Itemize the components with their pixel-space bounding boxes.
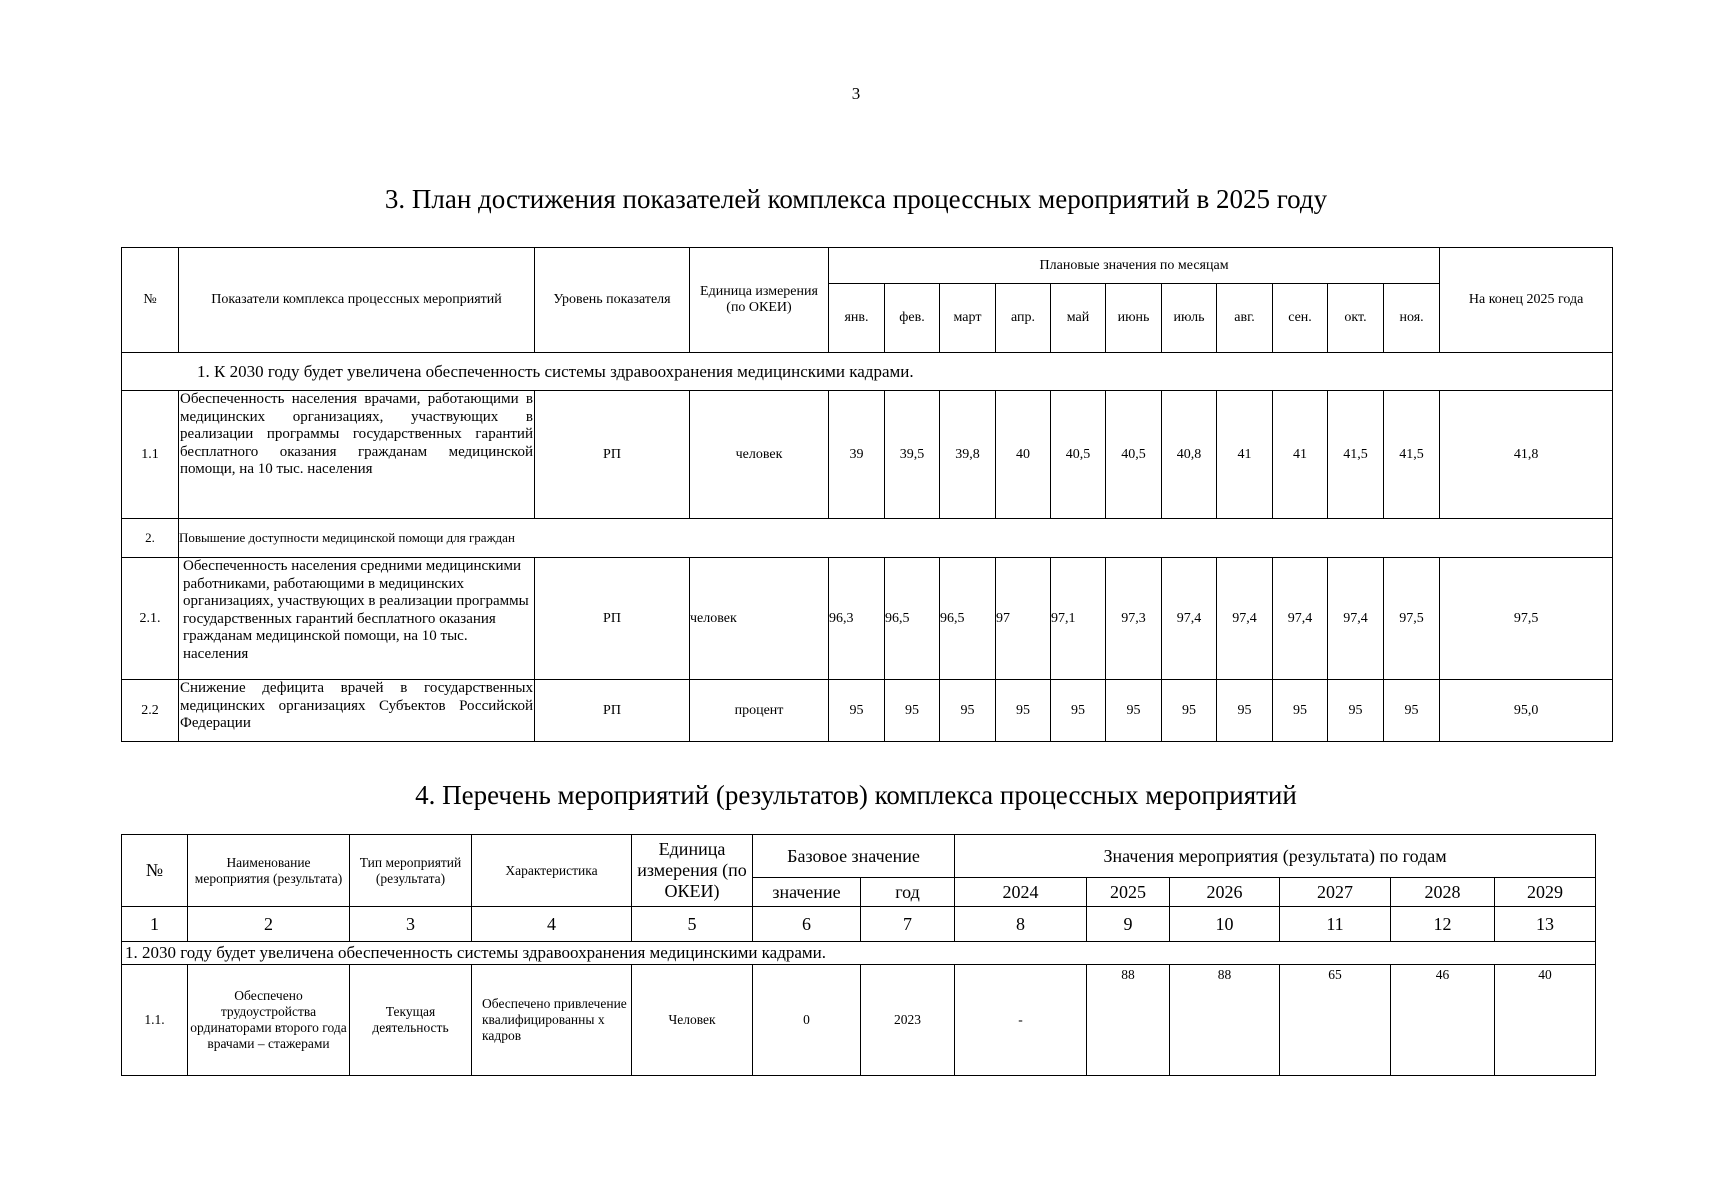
- year-value: 88: [1087, 965, 1170, 1076]
- year-value: -: [955, 965, 1087, 1076]
- column-number: 11: [1280, 907, 1391, 942]
- month-value: 95: [1106, 680, 1162, 742]
- measure-characteristic: Обеспечено привлечение квалифицированны х кадров: [472, 965, 632, 1076]
- month-header: янв.: [829, 284, 885, 353]
- end-value: 95,0: [1440, 680, 1613, 742]
- col-header-characteristic: Характеристика: [472, 835, 632, 907]
- indicators-plan-table: [121, 247, 1613, 742]
- year-header: 2028: [1391, 878, 1495, 907]
- indicator-name: Снижение дефицита врачей в государственных медицинских организациях Субъектов Российской Федерации: [179, 680, 535, 742]
- end-value: 41,8: [1440, 391, 1613, 519]
- month-header: июль: [1162, 284, 1217, 353]
- section-row: [122, 519, 1613, 558]
- col-header-indicator: Показатели комплекса процессных мероприятий: [179, 248, 535, 353]
- measure-name: Обеспечено трудоустройства ординаторами второго года врачами – стажерами: [188, 965, 350, 1076]
- year-value: 65: [1280, 965, 1391, 1076]
- column-number: 13: [1495, 907, 1596, 942]
- indicator-level: РП: [535, 680, 690, 742]
- row-number: 1.1: [122, 391, 179, 519]
- month-value: 97,4: [1273, 558, 1328, 680]
- column-number: 8: [955, 907, 1087, 942]
- month-value: 41,5: [1328, 391, 1384, 519]
- col-header-level: Уровень показателя: [535, 248, 690, 353]
- month-value: 95: [1217, 680, 1273, 742]
- col-header-no: №: [122, 248, 179, 353]
- month-value: 40,5: [1106, 391, 1162, 519]
- month-value: 39,8: [940, 391, 996, 519]
- section2-title: Повышение доступности медицинской помощи для граждан: [179, 519, 1613, 558]
- column-number: 5: [632, 907, 753, 942]
- month-value: 95: [1051, 680, 1106, 742]
- col-header-by-years: Значения мероприятия (результата) по годам: [955, 835, 1596, 878]
- month-value: 97,1: [1051, 558, 1106, 680]
- month-value: 96,5: [940, 558, 996, 680]
- month-value: 95: [996, 680, 1051, 742]
- indicator-unit: человек: [690, 391, 829, 519]
- table-header-row: [122, 835, 1596, 878]
- year-value: 46: [1391, 965, 1495, 1076]
- month-header: апр.: [996, 284, 1051, 353]
- table-row: [122, 680, 1613, 742]
- column-number: 10: [1170, 907, 1280, 942]
- column-number: 3: [350, 907, 472, 942]
- section4-row-title: 1. 2030 году будет увеличена обеспеченность системы здравоохранения медицинскими кадрами.: [122, 942, 1596, 965]
- month-header: фев.: [885, 284, 940, 353]
- row-number: 2.1.: [122, 558, 179, 680]
- month-value: 96,5: [885, 558, 940, 680]
- month-header: сен.: [1273, 284, 1328, 353]
- measure-type: Текущая деятельность: [350, 965, 472, 1076]
- month-header: июнь: [1106, 284, 1162, 353]
- row-number: 1.1.: [122, 965, 188, 1076]
- year-value: 88: [1170, 965, 1280, 1076]
- month-header: март: [940, 284, 996, 353]
- indicator-name: Обеспеченность населения средними медицинскими работниками, работающими в медицинских организациях, участвующих в реализации программы государственных гарантий бесплатного оказания гражданам медицинской помощи, на 10 тыс. населения: [179, 558, 535, 680]
- month-value: 39,5: [885, 391, 940, 519]
- col-header-monthly: Плановые значения по месяцам: [829, 248, 1440, 284]
- col-header-name: Наименование мероприятия (результата): [188, 835, 350, 907]
- column-number: 4: [472, 907, 632, 942]
- table-header-row: [122, 248, 1613, 284]
- column-number: 6: [753, 907, 861, 942]
- indicator-unit: человек: [690, 558, 829, 680]
- year-header: 2026: [1170, 878, 1280, 907]
- column-number: 12: [1391, 907, 1495, 942]
- month-value: 41: [1217, 391, 1273, 519]
- table-row: [122, 558, 1613, 680]
- month-value: 95: [829, 680, 885, 742]
- section1-title: 1. К 2030 году будет увеличена обеспеченность системы здравоохранения медицинскими кадрами.: [122, 353, 1613, 391]
- month-value: 97,4: [1162, 558, 1217, 680]
- month-value: 95: [940, 680, 996, 742]
- month-value: 41,5: [1384, 391, 1440, 519]
- month-value: 97: [996, 558, 1051, 680]
- indicator-level: РП: [535, 391, 690, 519]
- section3-title: 3. План достижения показателей комплекса процессных мероприятий в 2025 году: [384, 184, 1328, 214]
- indicator-unit: процент: [690, 680, 829, 742]
- column-number: 2: [188, 907, 350, 942]
- month-value: 97,3: [1106, 558, 1162, 680]
- column-number: 1: [122, 907, 188, 942]
- month-value: 95: [1328, 680, 1384, 742]
- table-row: [122, 391, 1613, 519]
- month-value: 97,5: [1384, 558, 1440, 680]
- section-row: [122, 353, 1613, 391]
- month-value: 95: [885, 680, 940, 742]
- month-value: 97,4: [1328, 558, 1384, 680]
- col-header-unit: Единица измерения (по ОКЕИ): [632, 835, 753, 907]
- col-header-type: Тип мероприятий (результата): [350, 835, 472, 907]
- indicator-level: РП: [535, 558, 690, 680]
- year-header: 2029: [1495, 878, 1596, 907]
- column-number: 9: [1087, 907, 1170, 942]
- month-value: 40: [996, 391, 1051, 519]
- month-header: авг.: [1217, 284, 1273, 353]
- end-value: 97,5: [1440, 558, 1613, 680]
- row-number: 2.2: [122, 680, 179, 742]
- year-header: 2025: [1087, 878, 1170, 907]
- month-header: май: [1051, 284, 1106, 353]
- section-row: [122, 942, 1596, 965]
- indicator-name: Обеспеченность населения врачами, работающими в медицинских организациях, участвующих в реализации программы государственных гарантий бесплатного оказания гражданам медицинской помощи, на 10 тыс. населения: [179, 391, 535, 519]
- base-year: 2023: [861, 965, 955, 1076]
- measures-list-table: [121, 834, 1596, 1076]
- section4-title: 4. Перечень мероприятий (результатов) комплекса процессных мероприятий: [415, 780, 1297, 810]
- year-header: 2024: [955, 878, 1087, 907]
- measure-unit: Человек: [632, 965, 753, 1076]
- month-value: 40,5: [1051, 391, 1106, 519]
- col-header-end: На конец 2025 года: [1440, 248, 1613, 353]
- month-value: 95: [1384, 680, 1440, 742]
- table-row: [122, 965, 1596, 1076]
- year-header: 2027: [1280, 878, 1391, 907]
- month-value: 96,3: [829, 558, 885, 680]
- page-number: 3: [851, 84, 861, 103]
- month-header: окт.: [1328, 284, 1384, 353]
- column-number: 7: [861, 907, 955, 942]
- month-value: 97,4: [1217, 558, 1273, 680]
- month-value: 95: [1273, 680, 1328, 742]
- year-value: 40: [1495, 965, 1596, 1076]
- month-header: ноя.: [1384, 284, 1440, 353]
- col-header-no: №: [122, 835, 188, 907]
- month-value: 39: [829, 391, 885, 519]
- col-header-base-value: значение: [753, 878, 861, 907]
- column-numbers-row: [122, 907, 1596, 942]
- col-header-base: Базовое значение: [753, 835, 955, 878]
- col-header-base-year: год: [861, 878, 955, 907]
- month-value: 40,8: [1162, 391, 1217, 519]
- month-value: 41: [1273, 391, 1328, 519]
- month-value: 95: [1162, 680, 1217, 742]
- section2-number: 2.: [122, 519, 179, 558]
- base-value: 0: [753, 965, 861, 1076]
- col-header-unit: Единица измерения (по ОКЕИ): [690, 248, 829, 353]
